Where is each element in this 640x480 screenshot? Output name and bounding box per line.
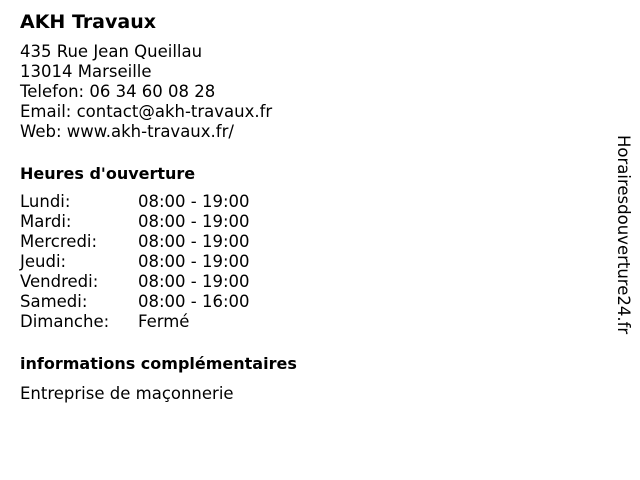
day-label: Lundi: (20, 192, 71, 211)
day-label: Dimanche: (20, 312, 110, 331)
hours-row-wednesday (20, 232, 580, 252)
hours-row-monday (20, 192, 580, 212)
site-brand-vertical: Horairesdouverture24.fr (614, 135, 633, 335)
day-label: Mercredi: (20, 232, 98, 251)
business-name: AKH Travaux (20, 11, 156, 33)
additional-info-text: Entreprise de maçonnerie (20, 384, 234, 403)
time-range: Fermé (138, 312, 190, 331)
day-label: Samedi: (20, 292, 88, 311)
day-label: Vendredi: (20, 272, 99, 291)
time-range: 08:00 - 19:00 (138, 252, 250, 271)
opening-hours-list (20, 192, 580, 332)
hours-row-thursday (20, 252, 580, 272)
hours-row-sunday (20, 312, 580, 332)
hours-row-saturday (20, 292, 580, 312)
opening-hours-heading: Heures d'ouverture (20, 164, 196, 183)
time-range: 08:00 - 19:00 (138, 212, 250, 231)
address-street: 435 Rue Jean Queillau (20, 42, 203, 61)
address-city: 13014 Marseille (20, 62, 152, 81)
additional-info-heading: informations complémentaires (20, 354, 297, 373)
email-line: Email: contact@akh-travaux.fr (20, 102, 273, 121)
business-card (20, 10, 580, 404)
time-range: 08:00 - 19:00 (138, 232, 250, 251)
time-range: 08:00 - 16:00 (138, 292, 250, 311)
web-line: Web: www.akh-travaux.fr/ (20, 122, 234, 141)
time-range: 08:00 - 19:00 (138, 272, 250, 291)
day-label: Jeudi: (20, 252, 67, 271)
day-label: Mardi: (20, 212, 72, 231)
hours-row-friday (20, 272, 580, 292)
hours-row-tuesday (20, 212, 580, 232)
phone-line: Telefon: 06 34 60 08 28 (20, 82, 216, 101)
time-range: 08:00 - 19:00 (138, 192, 250, 211)
